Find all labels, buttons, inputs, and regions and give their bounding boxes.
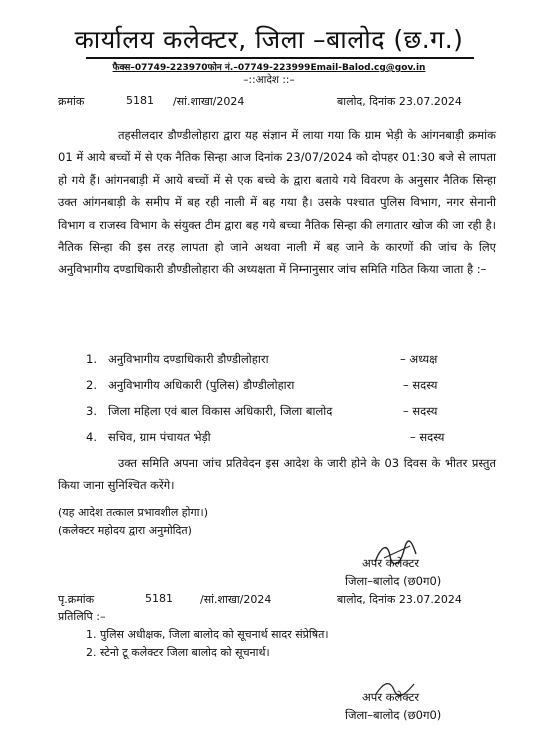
committee-num-4: 4. (86, 430, 97, 444)
committee-name-3: जिला महिला एवं बाल विकास अधिकारी, जिला बालोद (108, 404, 333, 418)
copy-item-2: 2. स्टेनो टू कलेक्टर जिला बालोद को सूचनार्थ। (86, 646, 270, 659)
order-heading: –::आदेश ::– (243, 74, 295, 86)
committee-num-3: 3. (86, 404, 97, 418)
copy-ref-date: बालोद, दिनांक 23.07.2024 (337, 593, 462, 606)
copy-item-1: 1. पुलिस अधीक्षक, जिला बालोद को सूचनार्थ सादर संप्रेषित। (86, 628, 329, 641)
copy-ref-section: /सां.शाखा/2024 (200, 593, 272, 606)
copy-heading: प्रतिलिपि :– (58, 610, 106, 623)
approval-note: (कलेक्टर महोदय द्वारा अनुमोदित) (58, 524, 192, 537)
order-paragraph-2-wrap (58, 452, 496, 497)
copy-ref-label: पृ.क्रमांक (58, 593, 95, 606)
committee-num-2: 2. (86, 378, 97, 392)
title-underline (86, 57, 474, 59)
committee-role-2: – सदस्य (403, 378, 438, 392)
effect-note: (यह आदेश तत्काल प्रभावशील होगा।) (58, 506, 208, 519)
committee-name-1: अनुविभागीय दण्डाधिकारी डौण्डीलोहारा (108, 352, 269, 366)
committee-role-3: – सदस्य (403, 404, 438, 418)
committee-num-1: 1. (86, 352, 97, 366)
ref-section: /सां.शाखा/2024 (173, 95, 245, 108)
copy-ref-number: 5181 (145, 592, 173, 605)
order-paragraph-2: उक्त समिति अपना जांच प्रतिवेदन इस आदेश के जारी होने के 03 दिवस के भीतर प्रस्तुत किया जाना सुनिश्चित करेंगे। (58, 456, 496, 493)
signature-2-designation: अपर कलेक्टर (362, 690, 420, 704)
signature-1-district: जिला–बालोद (छ0ग0) (345, 574, 442, 588)
signature-1-designation: अपर कलेक्टर (362, 556, 420, 570)
committee-role-1: – अध्यक्ष (400, 352, 438, 366)
committee-name-4: सचिव, ग्राम पंचायत भेड़ी (108, 430, 211, 444)
order-paragraph-1: तहसीलदार डौण्डीलोहारा द्वारा यह संज्ञान में लाया गया कि ग्राम भेड़ी के आंगनबाड़ी क्रमांक 01 में आये बच्चों में से एक नैतिक सिन्हा आज दिनांक 23/07/2024 को दोपहर 01:30 बजे से लापता हो गये हैं। आंगनबाड़ी में आये बच्चों में से एक बच्चे के द्वारा बताये गये विवरण के अनुसार नैतिक सिन्हा उक्त आंगनबाड़ी के समीप में बह रही नाली में बह गया है। उसके पश्चात पुलिस विभाग, नगर सेनानी विभाग व राजस्व विभाग के संयुक्त टीम द्वारा बह गये बच्चा नैतिक सिन्हा की लगातार खोज की जा रही है। नैतिक सिन्हा की इस तरह लापता हो जाने अथवा नाली में बह जाने के कारणों की जांच के लिए अनुविभागीय दण्डाधिकारी डौण्डीलोहारा की अध्यक्षता में निम्नानुसार जांच समिति गठित किया जाता है :– (58, 128, 496, 277)
contact-line (0, 60, 538, 73)
order-body (58, 124, 496, 281)
signature-2-district: जिला–बालोद (छ0ग0) (345, 708, 442, 722)
office-title: कार्यालय कलेक्टर, जिला –बालोद (छ.ग.) (74, 25, 464, 54)
committee-name-2: अनुविभागीय अधिकारी (पुलिस) डौण्डीलोहारा (108, 378, 295, 392)
contact-text: फैक्स–07749-223970फोन नं.–07749-223999Email-Balod.cg@gov.in (112, 63, 426, 73)
committee-role-4: – सदस्य (410, 430, 445, 444)
ref-number: 5181 (126, 94, 154, 107)
ref-label: क्रमांक (58, 95, 85, 108)
ref-date: बालोद, दिनांक 23.07.2024 (337, 95, 462, 108)
